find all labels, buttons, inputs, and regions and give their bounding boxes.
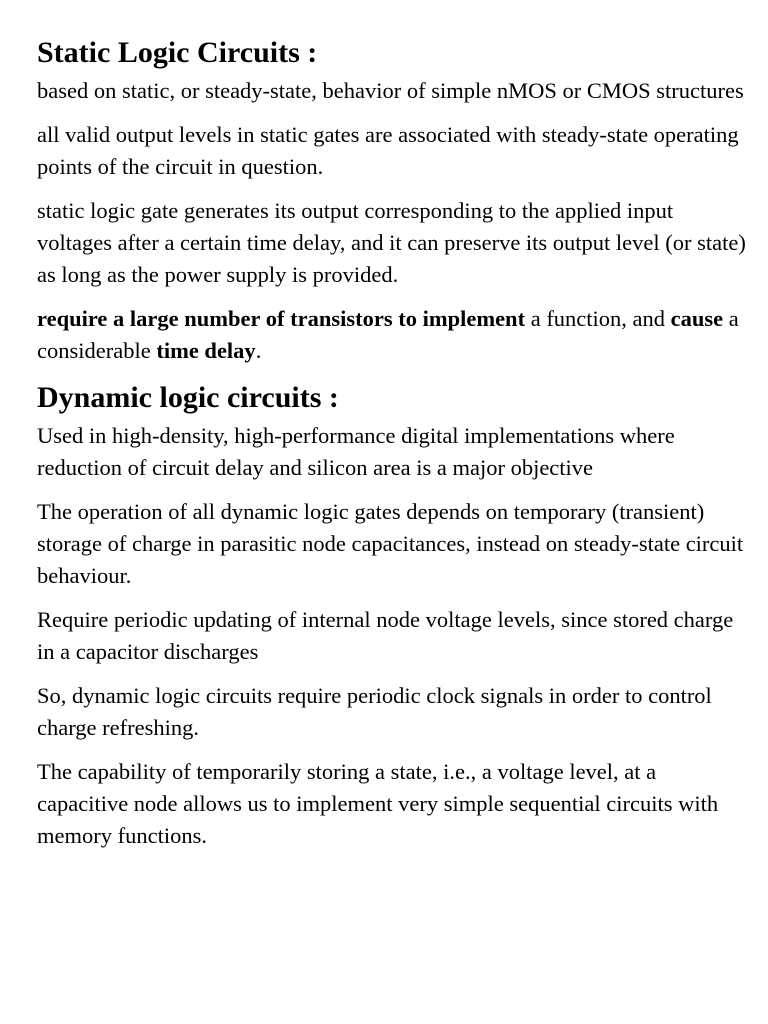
dynamic-paragraph-3: Require periodic updating of internal node voltage levels, since stored charge in a capacitor discharges (37, 607, 734, 664)
static-logic-section (37, 34, 749, 367)
static-paragraph-1: based on static, or steady-state, behavior of simple nMOS or CMOS structures (37, 78, 744, 103)
dynamic-paragraph-1: Used in high-density, high-performance digital implementations where reduction of circuit delay and silicon area is a major objective (37, 423, 675, 480)
bold-phrase-time-delay: time delay (156, 338, 256, 363)
static-paragraph-2: all valid output levels in static gates are associated with steady-state operating points of the circuit in question. (37, 122, 739, 179)
dynamic-paragraph-5: The capability of temporarily storing a state, i.e., a voltage level, at a capacitive node allows us to implement very simple sequential circuits with memory functions. (37, 759, 719, 848)
dynamic-logic-heading: Dynamic logic circuits : (37, 381, 339, 414)
dynamic-logic-section (37, 379, 749, 852)
document-page (37, 34, 749, 864)
text-fragment: . (255, 338, 262, 363)
text-fragment: a considerable (37, 306, 739, 363)
dynamic-paragraph-2: The operation of all dynamic logic gates depends on temporary (transient) storage of charge in parasitic node capacitances, instead on steady-state circuit behaviour. (37, 499, 744, 588)
dynamic-paragraph-4: So, dynamic logic circuits require periodic clock signals in order to control charge refreshing. (37, 683, 712, 740)
text-fragment: a function, and (525, 306, 671, 331)
static-logic-heading: Static Logic Circuits : (37, 36, 318, 69)
static-paragraph-4 (37, 303, 749, 367)
bold-phrase-transistors: require a large number of transistors to implement (37, 306, 526, 331)
static-paragraph-3: static logic gate generates its output corresponding to the applied input voltages after a certain time delay, and it can preserve its output level (or state) as long as the power supply is provided. (37, 198, 746, 287)
bold-phrase-cause: cause (670, 306, 724, 331)
